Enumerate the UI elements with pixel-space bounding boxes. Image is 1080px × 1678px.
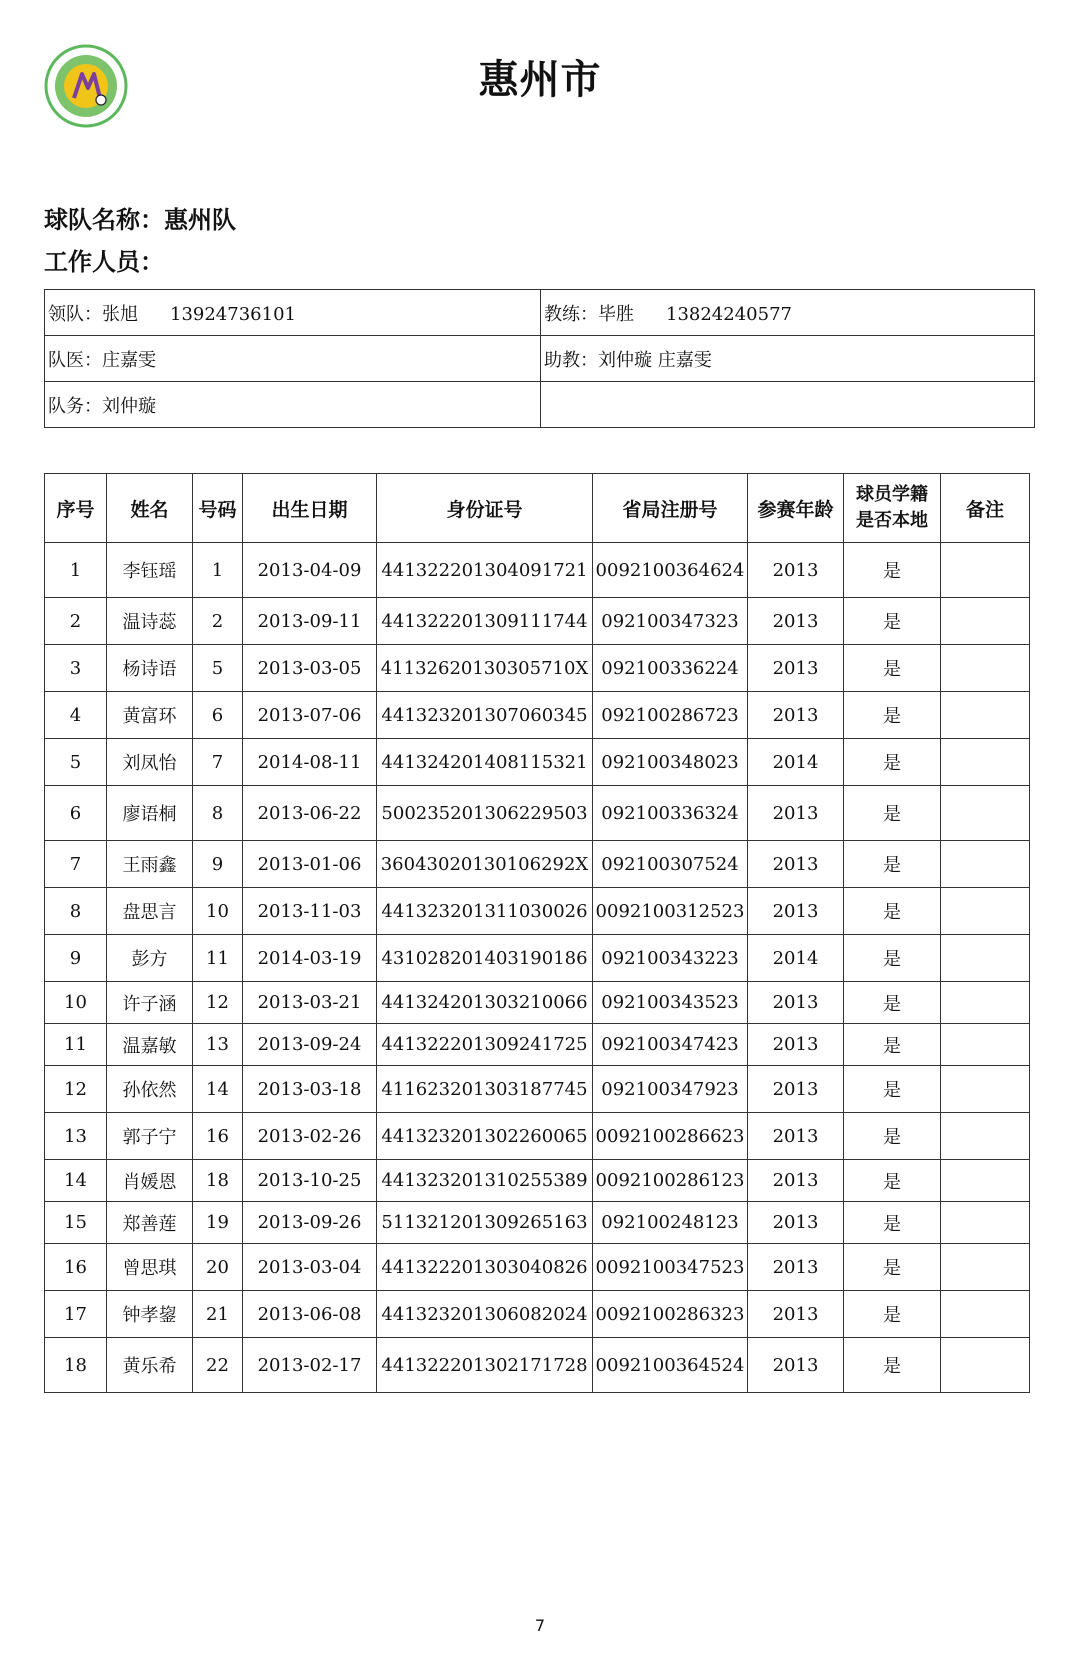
cell-number: 1 — [193, 543, 243, 598]
cell-birth: 2013-03-05 — [243, 645, 377, 692]
cell-birth: 2013-04-09 — [243, 543, 377, 598]
cell-local: 是 — [844, 1291, 941, 1338]
table-row — [45, 598, 1030, 645]
cell-local: 是 — [844, 841, 941, 888]
cell-birth: 2013-01-06 — [243, 841, 377, 888]
cell-birth: 2013-03-04 — [243, 1244, 377, 1291]
coach-phone: 13824240577 — [666, 303, 792, 325]
cell-seq: 4 — [45, 692, 107, 739]
cell-id: 441324201408115321 — [377, 739, 593, 786]
cell-id: 441322201309241725 — [377, 1024, 593, 1066]
cell-seq: 17 — [45, 1291, 107, 1338]
cell-id: 431028201403190186 — [377, 935, 593, 982]
cell-seq: 2 — [45, 598, 107, 645]
cell-reg: 0092100347523 — [593, 1244, 748, 1291]
page-title: 惠州市 — [478, 57, 602, 103]
cell-name: 王雨鑫 — [107, 841, 193, 888]
cell-age-group: 2013 — [748, 1202, 844, 1244]
cell-remark — [941, 841, 1030, 888]
cell-name: 黄富环 — [107, 692, 193, 739]
cell-local: 是 — [844, 645, 941, 692]
cell-reg: 0092100286623 — [593, 1113, 748, 1160]
cell-reg: 092100347323 — [593, 598, 748, 645]
cell-reg: 0092100364624 — [593, 543, 748, 598]
cell-local: 是 — [844, 982, 941, 1024]
cell-name: 彭方 — [107, 935, 193, 982]
cell-id: 41132620130305710X — [377, 645, 593, 692]
cell-age-group: 2013 — [748, 1338, 844, 1393]
cell-number: 5 — [193, 645, 243, 692]
cell-reg: 092100286723 — [593, 692, 748, 739]
table-row — [45, 1024, 1030, 1066]
cell-birth: 2013-09-11 — [243, 598, 377, 645]
cell-age-group: 2014 — [748, 935, 844, 982]
cell-birth: 2013-10-25 — [243, 1160, 377, 1202]
cell-name: 曾思琪 — [107, 1244, 193, 1291]
header-number: 号码 — [193, 474, 243, 543]
cell-name: 孙依然 — [107, 1066, 193, 1113]
table-row — [45, 786, 1030, 841]
cell-id: 36043020130106292X — [377, 841, 593, 888]
cell-name: 许子涵 — [107, 982, 193, 1024]
cell-number: 20 — [193, 1244, 243, 1291]
empty-cell — [541, 382, 1035, 428]
cell-reg: 092100347923 — [593, 1066, 748, 1113]
cell-local: 是 — [844, 692, 941, 739]
cell-number: 6 — [193, 692, 243, 739]
cell-age-group: 2013 — [748, 645, 844, 692]
cell-seq: 8 — [45, 888, 107, 935]
cell-name: 温嘉敏 — [107, 1024, 193, 1066]
cell-remark — [941, 692, 1030, 739]
cell-age-group: 2013 — [748, 1244, 844, 1291]
cell-remark — [941, 543, 1030, 598]
cell-age-group: 2013 — [748, 888, 844, 935]
header-name: 姓名 — [107, 474, 193, 543]
cell-name: 钟孝鋆 — [107, 1291, 193, 1338]
cell-birth: 2013-03-18 — [243, 1066, 377, 1113]
cell-local: 是 — [844, 1202, 941, 1244]
cell-local: 是 — [844, 1113, 941, 1160]
cell-id: 441323201302260065 — [377, 1113, 593, 1160]
cell-reg: 0092100286123 — [593, 1160, 748, 1202]
staff-row — [45, 290, 1035, 336]
cell-name: 肖媛恩 — [107, 1160, 193, 1202]
cell-id: 441322201304091721 — [377, 543, 593, 598]
cell-age-group: 2013 — [748, 692, 844, 739]
cell-reg: 092100248123 — [593, 1202, 748, 1244]
cell-local: 是 — [844, 935, 941, 982]
cell-number: 8 — [193, 786, 243, 841]
coach-label: 教练：毕胜 — [544, 303, 634, 325]
cell-id: 441324201303210066 — [377, 982, 593, 1024]
cell-remark — [941, 598, 1030, 645]
table-row — [45, 1338, 1030, 1393]
cell-birth: 2013-07-06 — [243, 692, 377, 739]
cell-birth: 2013-02-26 — [243, 1113, 377, 1160]
leader-phone: 13924736101 — [170, 303, 296, 325]
table-row — [45, 888, 1030, 935]
cell-id: 441323201306082024 — [377, 1291, 593, 1338]
cell-name: 李钰瑶 — [107, 543, 193, 598]
header-local-line2: 是否本地 — [856, 510, 928, 531]
team-affairs-cell: 队务：刘仲璇 — [45, 382, 541, 428]
table-row — [45, 739, 1030, 786]
cell-id: 441322201302171728 — [377, 1338, 593, 1393]
cell-id: 411623201303187745 — [377, 1066, 593, 1113]
cell-birth: 2014-03-19 — [243, 935, 377, 982]
table-row — [45, 1202, 1030, 1244]
cell-reg: 092100347423 — [593, 1024, 748, 1066]
cell-local: 是 — [844, 786, 941, 841]
staff-heading: 工作人员： — [44, 248, 164, 276]
doctor-cell: 队医：庄嘉雯 — [45, 336, 541, 382]
cell-number: 16 — [193, 1113, 243, 1160]
staff-cell — [541, 290, 1035, 336]
cell-number: 9 — [193, 841, 243, 888]
cell-birth: 2013-06-08 — [243, 1291, 377, 1338]
cell-id: 500235201306229503 — [377, 786, 593, 841]
cell-remark — [941, 1244, 1030, 1291]
header-birth: 出生日期 — [243, 474, 377, 543]
cell-age-group: 2013 — [748, 1113, 844, 1160]
cell-local: 是 — [844, 543, 941, 598]
cell-seq: 6 — [45, 786, 107, 841]
cell-age-group: 2013 — [748, 1291, 844, 1338]
cell-remark — [941, 739, 1030, 786]
roster-body — [45, 543, 1030, 1393]
cell-seq: 15 — [45, 1202, 107, 1244]
cell-remark — [941, 1160, 1030, 1202]
cell-id: 441323201310255389 — [377, 1160, 593, 1202]
cell-remark — [941, 786, 1030, 841]
cell-number: 18 — [193, 1160, 243, 1202]
cell-id: 511321201309265163 — [377, 1202, 593, 1244]
table-row — [45, 692, 1030, 739]
cell-seq: 1 — [45, 543, 107, 598]
cell-remark — [941, 935, 1030, 982]
table-row — [45, 935, 1030, 982]
cell-name: 温诗蕊 — [107, 598, 193, 645]
cell-age-group: 2013 — [748, 1066, 844, 1113]
cell-number: 22 — [193, 1338, 243, 1393]
cell-seq: 13 — [45, 1113, 107, 1160]
cell-number: 21 — [193, 1291, 243, 1338]
cell-name: 杨诗语 — [107, 645, 193, 692]
header-id: 身份证号 — [377, 474, 593, 543]
cell-age-group: 2013 — [748, 1160, 844, 1202]
cell-local: 是 — [844, 1024, 941, 1066]
cell-seq: 12 — [45, 1066, 107, 1113]
staff-row — [45, 382, 1035, 428]
cell-id: 441323201307060345 — [377, 692, 593, 739]
header-local — [844, 474, 941, 543]
staff-table — [44, 289, 1035, 428]
staff-row — [45, 336, 1035, 382]
cell-remark — [941, 645, 1030, 692]
staff-cell — [45, 290, 541, 336]
cell-seq: 5 — [45, 739, 107, 786]
team-name-line: 球队名称：惠州队 — [44, 206, 236, 234]
cell-seq: 9 — [45, 935, 107, 982]
cell-reg: 092100348023 — [593, 739, 748, 786]
cell-name: 郑善莲 — [107, 1202, 193, 1244]
table-row — [45, 543, 1030, 598]
cell-age-group: 2013 — [748, 841, 844, 888]
cell-reg: 092100336324 — [593, 786, 748, 841]
cell-birth: 2014-08-11 — [243, 739, 377, 786]
table-row — [45, 1291, 1030, 1338]
cell-seq: 3 — [45, 645, 107, 692]
cell-seq: 14 — [45, 1160, 107, 1202]
cell-birth: 2013-09-26 — [243, 1202, 377, 1244]
cell-remark — [941, 1066, 1030, 1113]
cell-age-group: 2014 — [748, 739, 844, 786]
cell-reg: 092100336224 — [593, 645, 748, 692]
cell-reg: 0092100312523 — [593, 888, 748, 935]
cell-seq: 10 — [45, 982, 107, 1024]
cell-birth: 2013-02-17 — [243, 1338, 377, 1393]
header-remark: 备注 — [941, 474, 1030, 543]
cell-age-group: 2013 — [748, 786, 844, 841]
leader-label: 领队：张旭 — [48, 303, 138, 325]
cell-seq: 16 — [45, 1244, 107, 1291]
cell-seq: 11 — [45, 1024, 107, 1066]
cell-local: 是 — [844, 1244, 941, 1291]
header-seq: 序号 — [45, 474, 107, 543]
header-age-group: 参赛年龄 — [748, 474, 844, 543]
cell-remark — [941, 888, 1030, 935]
cell-remark — [941, 1338, 1030, 1393]
cell-name: 郭子宁 — [107, 1113, 193, 1160]
cell-remark — [941, 982, 1030, 1024]
cell-name: 盘思言 — [107, 888, 193, 935]
cell-local: 是 — [844, 739, 941, 786]
cell-number: 2 — [193, 598, 243, 645]
cell-reg: 0092100364524 — [593, 1338, 748, 1393]
header-local-line1: 球员学籍 — [856, 484, 928, 505]
header-reg: 省局注册号 — [593, 474, 748, 543]
cell-number: 19 — [193, 1202, 243, 1244]
player-roster-table — [44, 473, 1030, 1393]
cell-name: 刘凤怡 — [107, 739, 193, 786]
cell-remark — [941, 1202, 1030, 1244]
roster-header-row — [45, 474, 1030, 543]
cell-age-group: 2013 — [748, 982, 844, 1024]
assistant-coach-cell: 助教：刘仲璇 庄嘉雯 — [541, 336, 1035, 382]
cell-number: 10 — [193, 888, 243, 935]
cell-reg: 092100343223 — [593, 935, 748, 982]
cell-local: 是 — [844, 598, 941, 645]
cell-local: 是 — [844, 1066, 941, 1113]
cell-age-group: 2013 — [748, 543, 844, 598]
cell-seq: 18 — [45, 1338, 107, 1393]
cell-age-group: 2013 — [748, 598, 844, 645]
cell-number: 7 — [193, 739, 243, 786]
cell-reg: 092100343523 — [593, 982, 748, 1024]
cell-local: 是 — [844, 1338, 941, 1393]
cell-id: 441322201303040826 — [377, 1244, 593, 1291]
cell-name: 黄乐希 — [107, 1338, 193, 1393]
cell-reg: 0092100286323 — [593, 1291, 748, 1338]
cell-age-group: 2013 — [748, 1024, 844, 1066]
cell-birth: 2013-06-22 — [243, 786, 377, 841]
cell-remark — [941, 1024, 1030, 1066]
table-row — [45, 1113, 1030, 1160]
cell-seq: 7 — [45, 841, 107, 888]
cell-birth: 2013-03-21 — [243, 982, 377, 1024]
cell-number: 14 — [193, 1066, 243, 1113]
page-number: 7 — [534, 1616, 546, 1635]
cell-reg: 092100307524 — [593, 841, 748, 888]
cell-number: 13 — [193, 1024, 243, 1066]
table-row — [45, 982, 1030, 1024]
table-row — [45, 1066, 1030, 1113]
cell-id: 441322201309111744 — [377, 598, 593, 645]
cell-birth: 2013-11-03 — [243, 888, 377, 935]
cell-id: 441323201311030026 — [377, 888, 593, 935]
cell-local: 是 — [844, 888, 941, 935]
cell-remark — [941, 1113, 1030, 1160]
table-row — [45, 841, 1030, 888]
table-row — [45, 645, 1030, 692]
cell-local: 是 — [844, 1160, 941, 1202]
table-row — [45, 1160, 1030, 1202]
cell-name: 廖语桐 — [107, 786, 193, 841]
table-row — [45, 1244, 1030, 1291]
cell-number: 12 — [193, 982, 243, 1024]
cell-remark — [941, 1291, 1030, 1338]
cell-number: 11 — [193, 935, 243, 982]
cell-birth: 2013-09-24 — [243, 1024, 377, 1066]
